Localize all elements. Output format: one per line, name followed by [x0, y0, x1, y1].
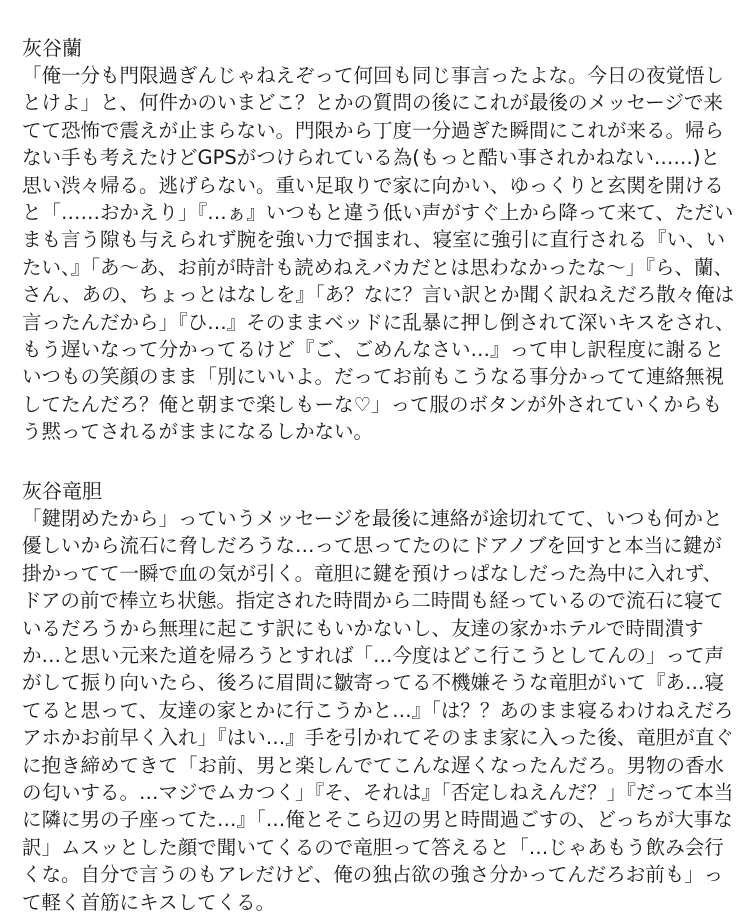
section-title: 灰谷竜胆	[22, 479, 102, 503]
section-body: 「鍵閉めたから」っていうメッセージを最後に連絡が途切れてて、いつも何かと優しいから流石に脅しだろうな…って思ってたのにドアノブを回すと本当に鍵が掛かってて一瞬で血の気が引く。竜胆に鍵を預けっぱなしだった為中に入れず、ドアの前で棒立ち状態。指定された時間から二時間も経っているので流石に寝ているだろうから無理に起こす訳にもいかないし、友達の家かホテルで時間潰すか…と思い元来た道を帰ろうとすれば「…今度はどこ行こうとしてんの」って声がして振り向いたら、後ろに眉間に皺寄ってる不機嫌そうな竜胆がいて『あ…寝てると思って、友達の家とかに行こうかと…』「は？？あのまま寝るわけねえだろアホかお前早く入れ」『はい…』手を引かれてそのまま家に入った後、竜胆が直ぐに抱き締めてきて「お前、男と楽しんでてこんな遅くなったんだろ。男物の香水の匂いする。…マジでムカつく」『そ、それは』「否定しねえんだ？」『だって本当に隣に男の子座ってた…』「…俺とそこら辺の男と時間過ごすの、どっちが大事な訳」ムスッとした顔で聞いてくるので竜胆って答えると「…じゃあもう飲み会行くな。自分で言うのもアレだけど、俺の独占欲の強さ分かってんだろお前も」って軽く首筋にキスしてくる。	[22, 507, 734, 914]
story-section-rindou	[22, 477, 738, 916]
section-body: 「俺一分も門限過ぎんじゃねえぞって何回も同じ事言ったよな。今日の夜覚悟しとけよ」と、何件かのいまどこ？とかの質問の後にこれが最後のメッセージで来てて恐怖で震えが止まらない。門限から丁度一分過ぎた瞬間にこれが来る。帰らない手も考えたけどGPSがつけられている為(もっと酷い事されかねない……)と思い渋々帰る。逃げらない。重い足取りで家に向かい、ゆっくりと玄関を開けると「……おかえり」『…ぁ』いつもと違う低い声がすぐ上から降って来て、ただいまも言う隙も与えられず腕を強い力で掴まれ、寝室に強引に直行される『い、いたい、』「あ〜あ、お前が時計も読めねえバカだとは思わなかったな〜」『ら、蘭、さん、あの、ちょっとはなしを』「あ？なに？言い訳とか聞く訳ねえだろ散々俺は言ったんだから」『ひ…』そのままベッドに乱暴に押し倒されて深いキスをされ、もう遅いなって分かってるけど『ご、ごめんなさい…』って申し訳程度に謝るといつもの笑顔のまま「別にいいよ。だってお前もこうなる事分かってて連絡無視してたんだろ？俺と朝まで楽しもーな♡」って服のボタンが外されていくからもう黙ってされるがままになるしかない。	[22, 64, 735, 444]
story-section-ran	[22, 34, 738, 446]
section-title: 灰谷蘭	[22, 36, 82, 60]
